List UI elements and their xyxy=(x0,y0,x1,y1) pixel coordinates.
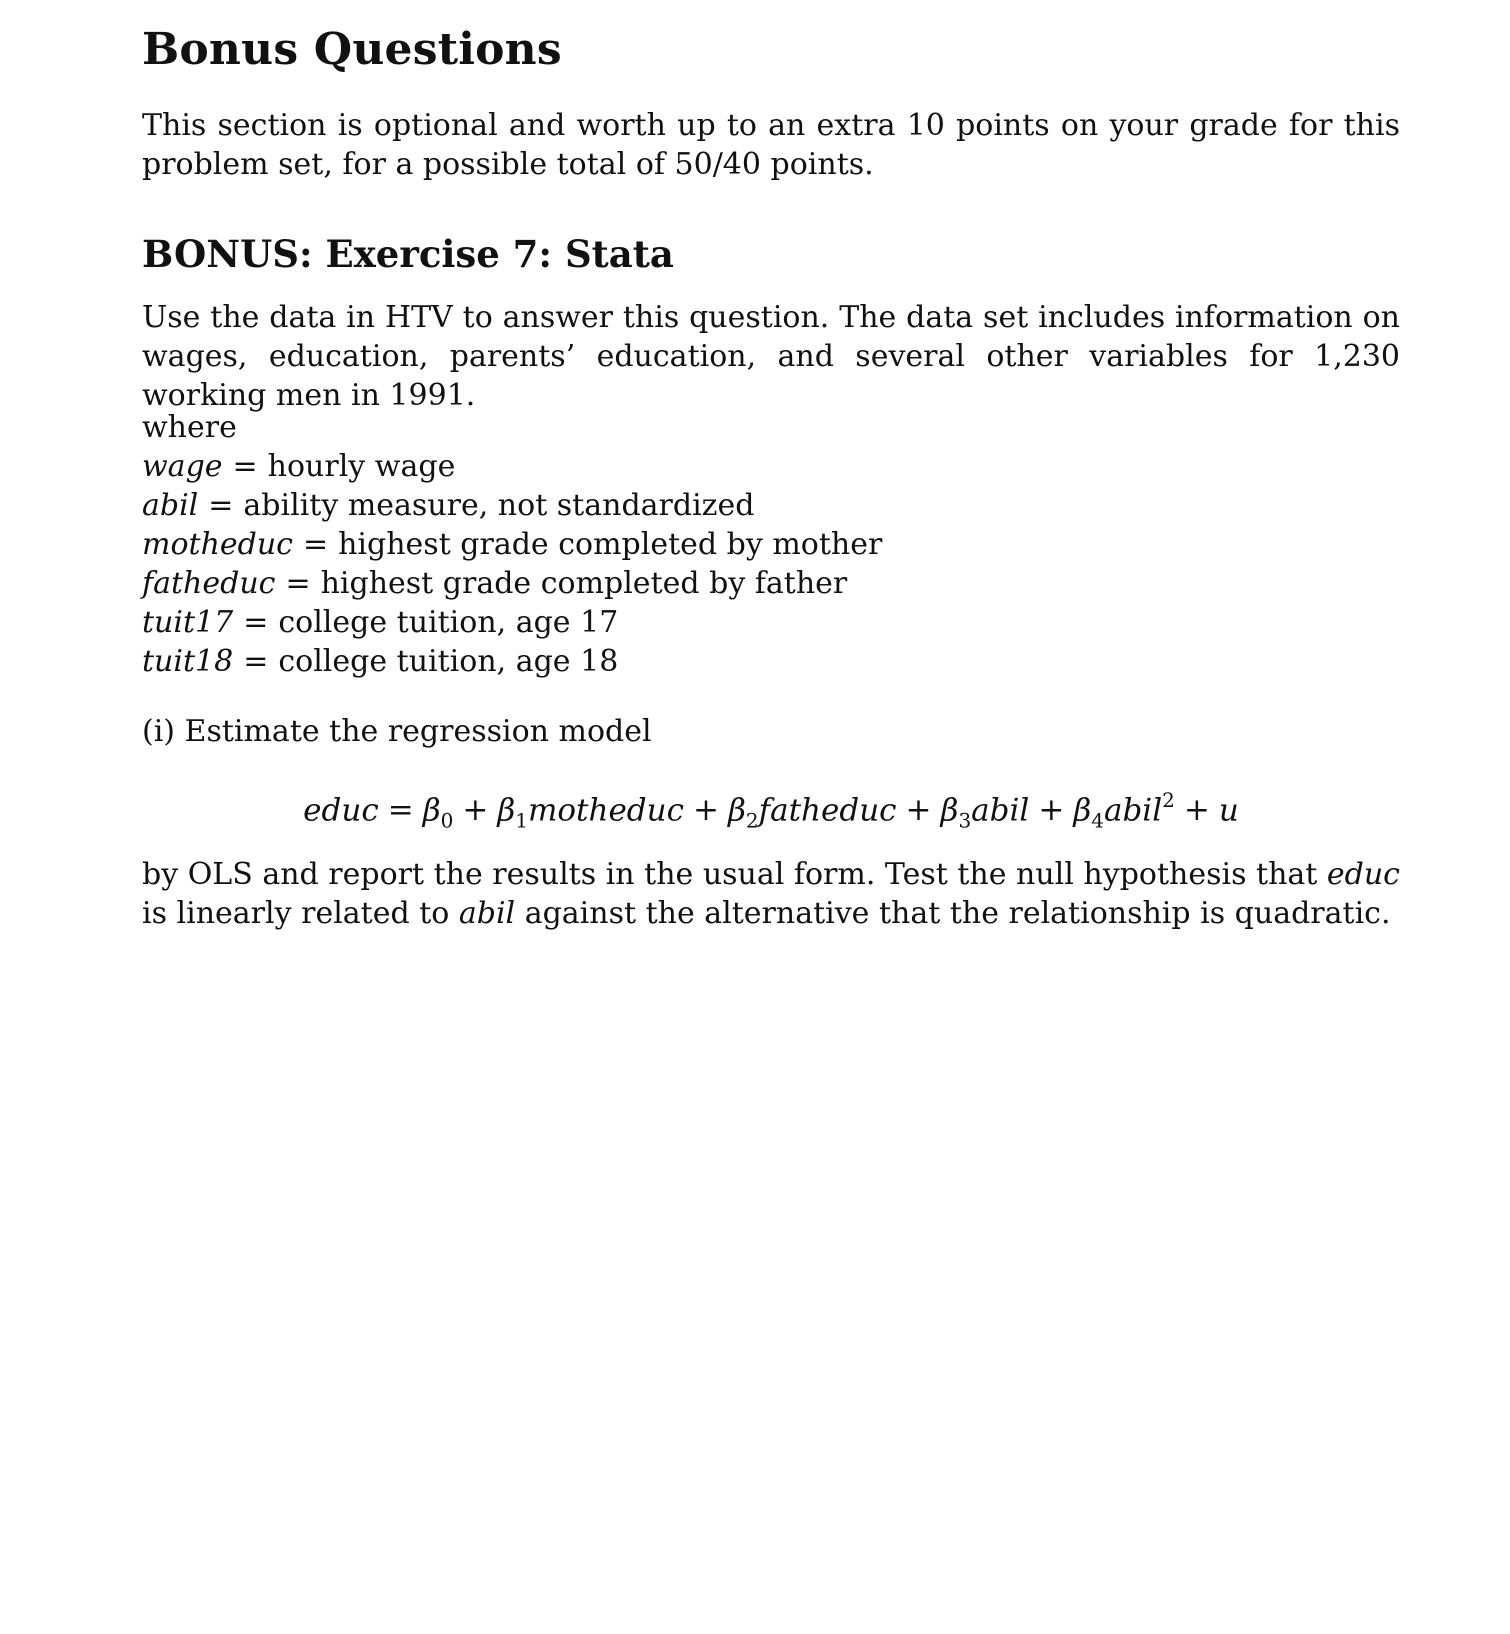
variable-name: tuit17 xyxy=(142,605,234,640)
page-title: Bonus Questions xyxy=(142,24,562,75)
where-label: where xyxy=(142,410,237,445)
part-i-intro: (i) Estimate the regression model xyxy=(142,714,652,749)
equation-term: fatheduc xyxy=(758,792,897,829)
exercise-heading: BONUS: Exercise 7: Stata xyxy=(142,232,674,276)
equation-lhs: educ xyxy=(303,792,379,829)
regression-equation xyxy=(142,782,1400,841)
subscript: 3 xyxy=(958,808,972,833)
subscript: 4 xyxy=(1091,808,1104,833)
part-i-instructions xyxy=(142,855,1400,933)
variable-def-tuit18: tuit18 = college tuition, age 18 xyxy=(142,644,619,679)
beta-symbol: β xyxy=(940,792,959,829)
variable-name: tuit18 xyxy=(142,644,234,679)
variable-name: abil xyxy=(142,488,199,523)
variable-desc: ability measure, not standardized xyxy=(243,488,755,523)
variable-name: fatheduc xyxy=(142,566,276,601)
variable-def-wage: wage = hourly wage xyxy=(142,449,456,484)
subscript: 2 xyxy=(745,808,759,833)
description-paragraph: Use the data in HTV to answer this question. The data set includes information on wages, education, parents’ education, and several other variables for 1,230 working men in 1991. xyxy=(142,300,1400,413)
beta-symbol: β xyxy=(727,792,746,829)
variable-desc: highest grade completed by mother xyxy=(338,527,883,562)
variable-def-fatheduc: fatheduc = highest grade completed by father xyxy=(142,566,848,601)
equation-term: abil xyxy=(1103,792,1163,829)
variable-desc: college tuition, age 17 xyxy=(278,605,619,640)
instructions-text: is linearly related to xyxy=(142,896,459,931)
plus-sign: + xyxy=(905,792,932,829)
variable-desc: highest grade completed by father xyxy=(320,566,848,601)
variable-ref-abil: abil xyxy=(458,896,516,931)
variable-definitions xyxy=(142,408,882,681)
variable-def-abil: abil = ability measure, not standardized xyxy=(142,488,755,523)
superscript: 2 xyxy=(1162,788,1175,812)
variable-name: wage xyxy=(142,449,223,484)
error-term: u xyxy=(1218,792,1239,829)
variable-desc: hourly wage xyxy=(267,449,456,484)
plus-sign: + xyxy=(1038,792,1065,829)
equals-sign: = xyxy=(387,792,414,829)
plus-sign: + xyxy=(1183,792,1210,829)
variable-name: motheduc xyxy=(142,527,293,562)
variable-def-tuit17: tuit17 = college tuition, age 17 xyxy=(142,605,619,640)
beta-symbol: β xyxy=(422,792,441,829)
subscript: 0 xyxy=(440,808,454,833)
plus-sign: + xyxy=(462,792,489,829)
instructions-text: by OLS and report the results in the usual form. Test the null hypothesis that xyxy=(142,857,1327,892)
variable-ref-educ: educ xyxy=(1326,857,1400,892)
beta-symbol: β xyxy=(497,792,516,829)
variable-def-motheduc: motheduc = highest grade completed by mother xyxy=(142,527,883,562)
equation-term: motheduc xyxy=(527,792,684,829)
subscript: 1 xyxy=(515,808,528,833)
plus-sign: + xyxy=(692,792,719,829)
beta-symbol: β xyxy=(1073,792,1092,829)
intro-paragraph: This section is optional and worth up to an extra 10 points on your grade for this problem set, for a possible total of 50/40 points. xyxy=(142,108,1400,182)
equation-term: abil xyxy=(971,792,1030,829)
variable-desc: college tuition, age 18 xyxy=(278,644,619,679)
instructions-text: against the alternative that the relationship is quadratic. xyxy=(515,896,1391,931)
